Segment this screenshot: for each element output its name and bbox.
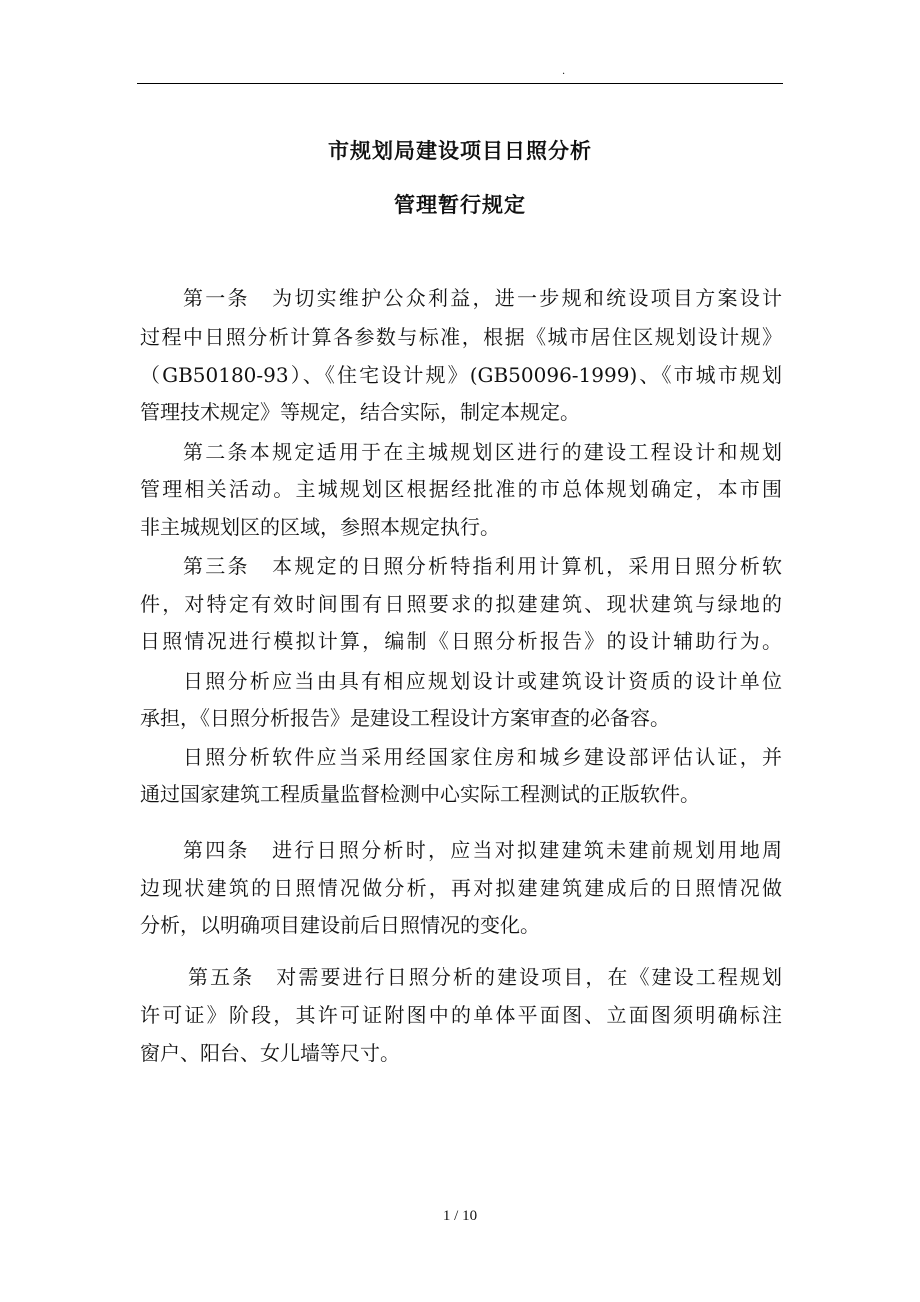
body-line: 窗户、阳台、女儿墙等尺寸。 <box>140 1041 400 1065</box>
body-line: 日照情况进行模拟计算，编制《日照分析报告》的设计辅助行为。 <box>140 629 782 653</box>
body-line: 第二条本规定适用于在主城规划区进行的建设工程设计和规划 <box>183 440 782 464</box>
body-line: 日照分析软件应当采用经国家住房和城乡建设部评估认证，并 <box>183 745 782 769</box>
body-line: 第三条 本规定的日照分析特指利用计算机，采用日照分析软 <box>183 554 782 578</box>
title-line-1: 市规划局建设项目日照分析 <box>328 138 592 163</box>
body-line: 第一条 为切实维护公众利益，进一步规和统设项目方案设计 <box>183 286 782 310</box>
header-rule <box>137 83 783 84</box>
body-line: 许可证》阶段，其许可证附图中的单体平面图、立面图须明确标注 <box>140 1003 782 1027</box>
body-line: 通过国家建筑工程质量监督检测中心实际工程测试的正版软件。 <box>140 782 700 806</box>
page-number: 1 / 10 <box>442 1208 478 1224</box>
body-line: 第五条 对需要进行日照分析的建设项目，在《建设工程规划 <box>188 965 782 989</box>
body-line: 承担，《日照分析报告》是建设工程设计方案审查的必备容。 <box>140 706 670 730</box>
title-line-2: 管理暂行规定 <box>394 192 526 217</box>
body-line: （GB50180-93）、《住宅设计规》(GB50096-1999)、《市城市规划 <box>140 363 782 387</box>
body-line: 第四条 进行日照分析时，应当对拟建建筑未建前规划用地周 <box>183 838 782 862</box>
body-line: 管理相关活动。主城规划区根据经批准的市总体规划确定，本市围 <box>140 477 782 501</box>
body-line: 边现状建筑的日照情况做分析，再对拟建建筑建成后的日照情况做 <box>140 876 782 900</box>
body-line: 件，对特定有效时间围有日照要求的拟建建筑、现状建筑与绿地的 <box>140 592 782 616</box>
body-line: 过程中日照分析计算各参数与标准，根据《城市居住区规划设计规》 <box>140 325 782 349</box>
body-line: 非主城规划区的区域，参照本规定执行。 <box>140 515 500 539</box>
body-line: 日照分析应当由具有相应规划设计或建筑设计资质的设计单位 <box>183 669 782 693</box>
body-line: 分析，以明确项目建设前后日照情况的变化。 <box>140 913 540 937</box>
header-mark: . <box>562 66 566 77</box>
body-line: 管理技术规定》等规定，结合实际，制定本规定。 <box>140 400 580 424</box>
